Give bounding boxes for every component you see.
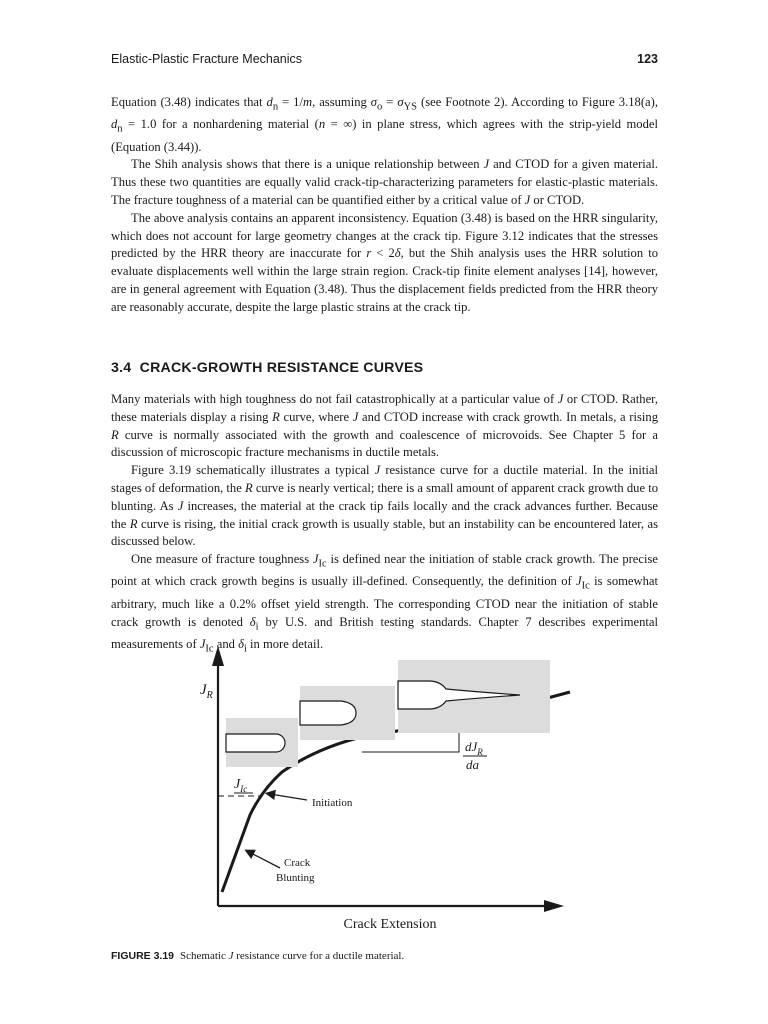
inset-crack <box>300 701 356 725</box>
section-number: 3.4 <box>111 360 132 376</box>
slope-denominator: da <box>466 757 479 772</box>
paragraph: The above analysis contains an apparent inconsistency. Equation (3.48) is based on the HRR singularity, which does not account for large geometry changes at the crack tip. Figure 3.12 indicates that the stresses predicted by the HRR theory are inaccurate for r < 2δ, but the Shih analysis uses the HRR solution to evaluate displacements well within the large strain region. Crack-tip finite element analyses [14], however, are in general agreement with Equation (3.48). Thus the displacement fields predicted from the HRR theory are reasonably accurate, despite the large plastic strains at the crack tip. <box>111 210 658 314</box>
blunting-arrow <box>249 852 280 868</box>
initiation-label: Initiation <box>312 797 353 809</box>
caption-text-pre: Schematic <box>180 950 226 962</box>
caption-label: FIGURE 3.19 <box>111 950 175 962</box>
paragraph: Many materials with high toughness do not fail catastrophically at a particular value of J or CTOD. Rather, these materials display a rising R curve, where J and CTOD increase with crack growth. In metals, a rising R curve is normally associated with the growth and coalescence of microvoids. See Chapter 5 for a discussion of microscopic fracture mechanisms in ductile metals. <box>111 392 659 460</box>
slope-numerator: $dJ_R$ <box>465 739 483 757</box>
section-title: CRACK-GROWTH RESISTANCE CURVES <box>139 360 424 376</box>
paragraph: Equation (3.48) indicates that $d_n = 1/m$, assuming $\sigma_o = \sigma_{YS}$ (see Footnote 2). According to Figure 3.18(a), $d_n = 1.0$ for a nonhardening material (n = ∞) in plane stress, which agrees with the strip-yield model (Equation (3.44)). <box>111 95 658 154</box>
caption-text-italic: J <box>228 950 234 962</box>
page-number: 123 <box>637 52 658 66</box>
y-axis-label: $J_R$ <box>200 682 213 701</box>
caption-text-post: resistance curve for a ductile material. <box>236 950 405 962</box>
blunted-crack-inset <box>226 718 298 767</box>
y-axis-arrow <box>212 646 224 666</box>
paragraph: One measure of fracture toughness $J_{Ic}$ is defined near the initiation of stable crack growth. The precise point at which crack growth begins is usually ill-defined. Consequently, the definition of $J_{Ic}$ is somewhat arbitrary, much like a 0.2% offset yield strength. The corresponding CTOD near the initiation of stable crack growth is denoted $\delta_i$ by U.S. and British testing standards. Chapter 7 describes experimental measurements of $J_{Ic}$ and $\delta_i$ in more detail. <box>111 552 658 655</box>
figure-caption <box>111 950 404 962</box>
paragraph: Figure 3.19 schematically illustrates a typical J resistance curve for a ductile material. In the initial stages of deformation, the R curve is nearly vertical; there is a small amount of apparent crack growth due to blunting. As J increases, the material at the crack tip fails locally and the crack advances further. Because the R curve is rising, the initial crack growth is usually stable, but an instability can be encountered later, as discussed below. <box>111 463 659 549</box>
running-header: Elastic-Plastic Fracture Mechanics <box>111 52 303 66</box>
inset-crack <box>226 734 285 752</box>
paragraph: The Shih analysis shows that there is a unique relationship between J and CTOD for a given material. Thus these two quantities are equally valid crack-tip-characterizing parameters for elastic-plastic materials. The fracture toughness of a material can be quantified either by a critical value of J or CTOD. <box>111 157 658 208</box>
initiation-arrow <box>270 794 307 800</box>
blunting-label-line2: Blunting <box>276 872 315 884</box>
blunting-label-line1: Crack <box>284 857 311 869</box>
x-axis-label: Crack Extension <box>343 917 437 932</box>
x-axis-arrow <box>544 900 564 912</box>
initiation-inset <box>300 686 395 740</box>
jic-label: $J_{Ic}$ <box>234 777 248 794</box>
growing-crack-inset <box>398 660 550 733</box>
